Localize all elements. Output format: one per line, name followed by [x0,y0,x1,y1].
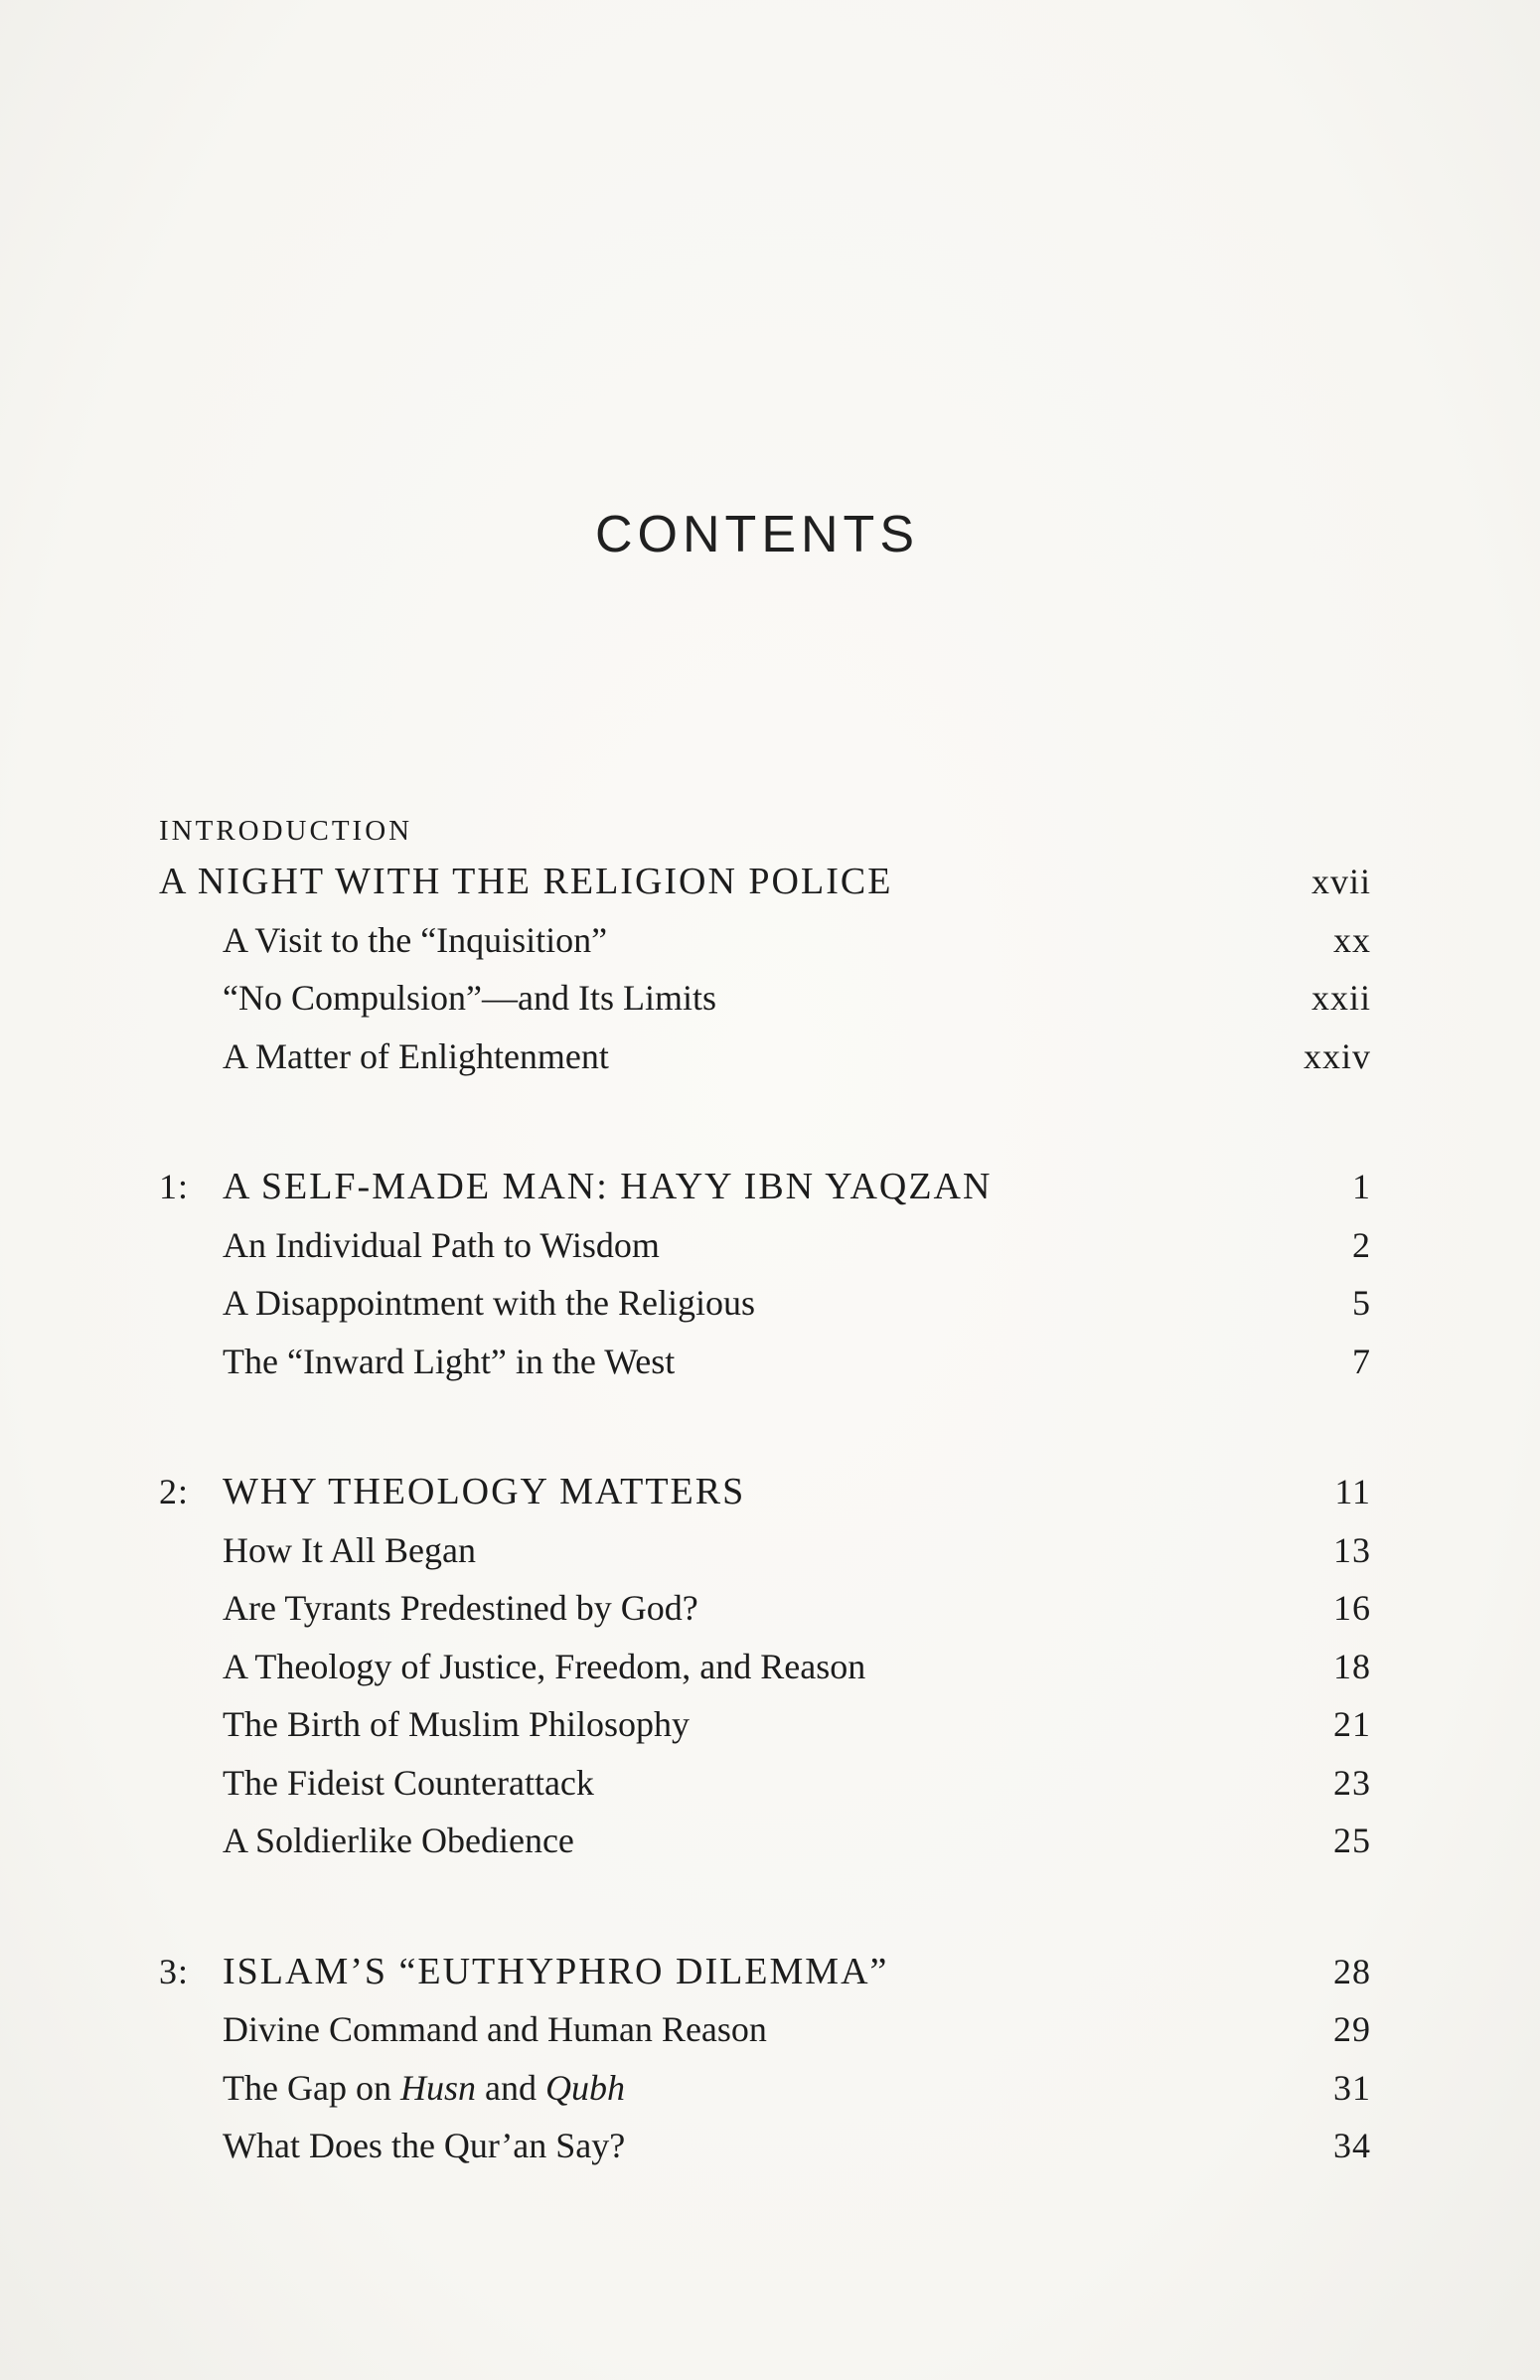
toc-entry[interactable] [159,1579,1371,1638]
page-number: xxii [1310,978,1371,1018]
chapter-heading-row[interactable] [159,1943,1371,2001]
page-number: xx [1333,919,1371,960]
page-number: 11 [1334,1472,1371,1511]
toc-section-chapter-3 [159,1943,1371,2175]
toc-entry[interactable] [159,2000,1371,2059]
page-number: 23 [1333,1762,1371,1803]
page-number: 28 [1333,1951,1371,1991]
toc-section-chapter-2 [159,1463,1371,1870]
toc-entry[interactable] [159,1695,1371,1754]
entry-title: A Theology of Justice, Freedom, and Reason [223,1646,866,1686]
entry-title: A Soldierlike Obedience [223,1821,574,1860]
chapter-heading-row[interactable] [159,1463,1371,1521]
toc-entry[interactable] [159,969,1371,1028]
page-number: 29 [1333,2009,1371,2049]
page-number: 31 [1333,2067,1371,2108]
page-title: CONTENTS [595,506,919,563]
entry-title [159,2059,1232,2118]
chapter-heading: ISLAM’S “EUTHYPHRO DILEMMA” [223,1950,889,1992]
page-number: xvii [1310,862,1371,901]
toc-entry[interactable] [159,911,1371,970]
chapter-heading: A SELF-MADE MAN: HAYY IBN YAQZAN [223,1166,993,1207]
entry-title: “No Compulsion”—and Its Limits [223,978,716,1018]
entry-title-text: and [475,2067,545,2108]
toc-entry[interactable] [159,1274,1371,1333]
entry-title: Are Tyrants Predestined by God? [223,1588,698,1628]
toc-section-chapter-1 [159,1158,1371,1390]
entry-title: A Disappointment with the Religious [223,1283,755,1323]
toc-entry[interactable] [159,1638,1371,1696]
page-number: 18 [1333,1646,1371,1686]
chapter-number: 2: [159,1472,190,1511]
toc-entry[interactable] [159,1028,1371,1086]
toc-entry[interactable] [159,1754,1371,1813]
toc-entry[interactable] [159,1333,1371,1391]
chapter-heading: WHY THEOLOGY MATTERS [223,1471,746,1512]
entry-title-italic-term: Qubh [544,2067,625,2108]
toc-entry[interactable] [159,2117,1371,2175]
toc-section-introduction [159,811,1371,1085]
toc-entry[interactable] [159,1216,1371,1275]
page-number: 16 [1333,1588,1371,1628]
page-number: 13 [1333,1529,1371,1570]
entry-title-italic-term: Husn [399,2067,476,2108]
toc-entry[interactable] [159,1521,1371,1580]
table-of-contents [159,811,1371,2248]
chapter-number: 1: [159,1167,190,1206]
page-number: 1 [1352,1167,1371,1206]
entry-title: How It All Began [223,1529,476,1570]
page-number: xxiv [1303,1035,1371,1076]
chapter-heading-row[interactable] [159,1158,1371,1216]
entry-title: A Matter of Enlightenment [223,1035,609,1076]
toc-entry[interactable] [159,2059,1371,2118]
page-number: 21 [1333,1704,1371,1744]
entry-title: Divine Command and Human Reason [223,2009,767,2049]
page-number: 5 [1352,1283,1371,1323]
entry-title: The “Inward Light” in the West [223,1341,676,1381]
entry-title: A Visit to the “Inquisition” [223,919,608,960]
page-number: 7 [1352,1341,1371,1381]
page-number: 25 [1333,1821,1371,1860]
section-heading: A NIGHT WITH THE RELIGION POLICE [159,861,893,902]
entry-title: The Birth of Muslim Philosophy [223,1704,691,1744]
page-number: 2 [1352,1224,1371,1265]
section-heading-row[interactable] [159,853,1371,911]
entry-title-text: The Gap on [223,2067,400,2108]
toc-entry[interactable] [159,1812,1371,1870]
entry-title: What Does the Qur’an Say? [223,2126,626,2165]
entry-title: The Fideist Counterattack [223,1762,594,1803]
section-label: INTRODUCTION [159,815,413,847]
page-number: 34 [1333,2126,1371,2165]
chapter-number: 3: [159,1951,190,1991]
entry-title: An Individual Path to Wisdom [223,1224,660,1265]
